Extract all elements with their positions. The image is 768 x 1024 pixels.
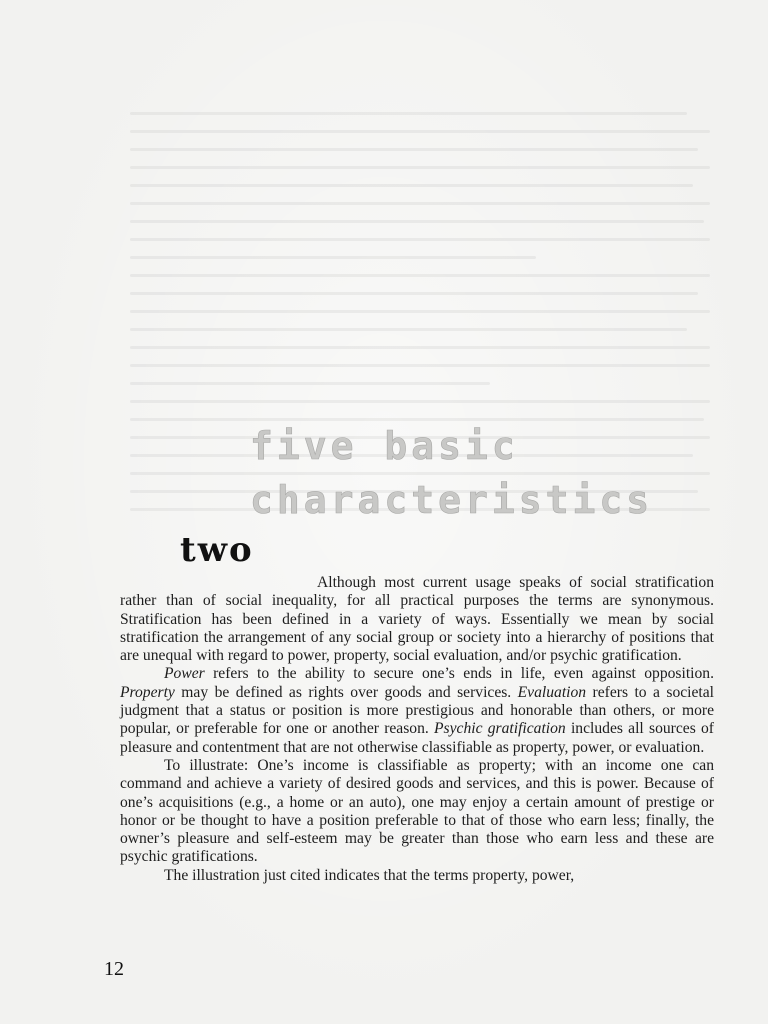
- paragraph-2-text-4: includes all sources of pleasure and contentment that are not otherwise classifiable as property, power, or evaluation.: [120, 720, 714, 756]
- term-psychic-gratification: Psychic gratification: [434, 720, 566, 738]
- term-evaluation: Evaluation: [517, 683, 587, 701]
- bleed-through-text: [130, 112, 710, 532]
- chapter-body: [120, 574, 714, 885]
- term-power: Power: [164, 665, 205, 683]
- page-number: 12: [104, 958, 124, 980]
- paragraph-2-text-1: refers to the ability to secure one’s ends in life, even against opposition.: [204, 665, 714, 683]
- paragraph-2-text-3: refers to a societal judgment that a status or position is more prestigious and honorable than others, or more popular, or preferable for one or another reason.: [120, 683, 715, 738]
- paragraph-2-text-2: may be defined as rights over goods and services.: [174, 683, 518, 701]
- chapter-number: two: [180, 530, 254, 570]
- paragraph-1: Although most current usage speaks of social stratification rather than of social inequality, for all practical purposes the terms are synonymous. Stratification has been defined in a variety of ways. Essentially we mean by social stratification the arrangement of any social group or society into a hierarchy of positions that are unequal with regard to power, property, social evaluation, and/or psychic gratification.: [120, 574, 714, 665]
- chapter-title-line-1: five basic: [250, 424, 519, 468]
- paragraph-2: [120, 665, 714, 756]
- chapter-title-line-2: characteristics: [250, 478, 654, 522]
- paragraph-4: The illustration just cited indicates that the terms property, power,: [164, 866, 575, 884]
- paragraph-3: To illustrate: One’s income is classifiable as property; with an income one can command and achieve a variety of desired goods and services, and this is power. Because of one’s acquisitions (e.g., a home or an auto), one may enjoy a certain amount of prestige or honor or be thought to have a position preferable to that of those who earn less; finally, the owner’s pleasure and self-esteem may be greater than those who earn less and these are psychic gratifications.: [120, 756, 714, 866]
- term-property: Property: [120, 683, 175, 701]
